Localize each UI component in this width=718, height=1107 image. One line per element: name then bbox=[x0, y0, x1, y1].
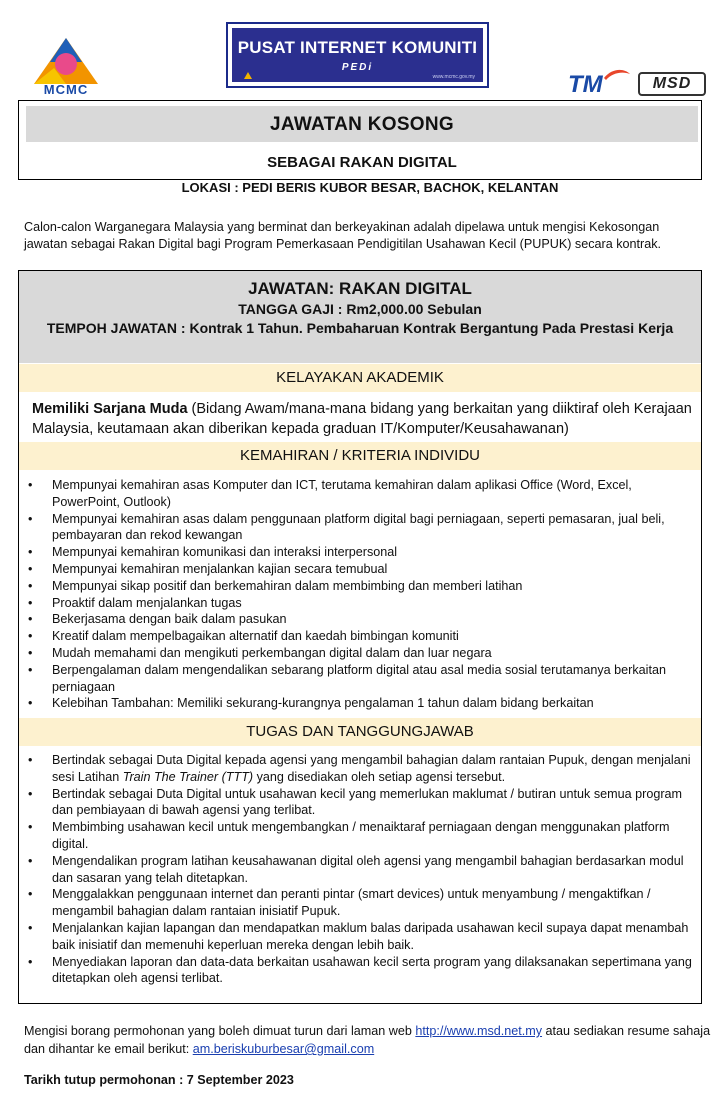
section-heading-tugas: TUGAS DAN TANGGUNGJAWAB bbox=[246, 723, 474, 740]
tm-logo bbox=[566, 66, 632, 96]
page-title: JAWATAN KOSONG bbox=[269, 114, 454, 135]
pedi-subtitle: PEDi bbox=[341, 62, 374, 73]
footer-text-b: atau sediakan resume sahaja dan dihantar ke email berikut: bbox=[24, 1024, 711, 1056]
mcmc-logo-text: MCMC bbox=[43, 82, 89, 97]
tugas-item1-b: yang disediakan oleh setiap agensi tersebut. bbox=[253, 769, 506, 784]
intro-paragraph: Calon-calon Warganegara Malaysia yang berminat dan berkeyakinan adalah dipelawa untuk mengisi Kekosongan jawatan sebagai Rakan Digital bagi Program Pemerkasaan Pendigitilan Usahawan Kecil (PUPUK) secara kontrak. bbox=[24, 220, 662, 251]
pedi-url: www.mcmc.gov.my bbox=[432, 74, 475, 80]
tangga-gaji: TANGGA GAJI : Rm2,000.00 Sebulan bbox=[238, 301, 482, 317]
list-item: • Kreatif dalam mempelbagaikan alternatif dan kaedah bimbingan komuniti bbox=[24, 628, 700, 645]
list-item: • Mudah memahami dan mengikuti perkembangan digital dalam dan luar negara bbox=[24, 645, 700, 662]
tempoh-jawatan: TEMPOH JAWATAN : Kontrak 1 Tahun. Pembaharuan Kontrak Bergantung Pada Prestasi Kerja bbox=[46, 320, 674, 336]
pedi-logo bbox=[226, 22, 489, 88]
akademik-bold: Memiliki Sarjana Muda bbox=[32, 401, 188, 417]
pedi-title: PUSAT INTERNET KOMUNITI bbox=[237, 38, 478, 57]
list-item: • Mengendalikan program latihan keusahawanan digital oleh agensi yang mengambil bahagian berdasarkan modul dan sasaran yang telah ditetapkan. bbox=[24, 853, 700, 887]
email-link[interactable]: am.beriskuburbesar@gmail.com bbox=[192, 1042, 375, 1056]
list-item: • Mempunyai sikap positif dan berkemahiran dalam membimbing dan memberi latihan bbox=[24, 578, 700, 595]
akademik-text bbox=[32, 399, 694, 439]
list-item: • Mempunyai kemahiran menjalankan kajian secara temubual bbox=[24, 561, 700, 578]
list-item: • Bertindak sebagai Duta Digital untuk usahawan kecil yang memerlukan maklumat / butiran untuk semua program dan pembiayaan di bawah agensi yang terlibat. bbox=[24, 786, 700, 820]
list-item: • Bekerjasama dengan baik dalam pasukan bbox=[24, 611, 700, 628]
tugas-item1-em: Train The Trainer (TTT) bbox=[122, 769, 254, 784]
list-item: • Berpengalaman dalam mengendalikan sebarang platform digital atau asal media sosial terutamanya berkaitan perniagaan bbox=[24, 662, 700, 696]
location-line: LOKASI : PEDI BERIS KUBOR BESAR, BACHOK, KELANTAN bbox=[181, 180, 559, 195]
list-item: • Mempunyai kemahiran komunikasi dan interaksi interpersonal bbox=[24, 544, 700, 561]
list-item: • Membimbing usahawan kecil untuk mengembangkan / menaiktaraf perniagaan dengan menggunakan platform digital. bbox=[24, 819, 700, 853]
msd-website-link[interactable]: http://www.msd.net.my bbox=[415, 1024, 543, 1038]
tugas-list bbox=[24, 752, 700, 987]
pedi-mark-icon bbox=[244, 72, 252, 79]
list-item bbox=[24, 752, 700, 786]
section-heading-kemahiran: KEMAHIRAN / KRITERIA INDIVIDU bbox=[239, 447, 481, 464]
jawatan-title: JAWATAN: RAKAN DIGITAL bbox=[248, 279, 472, 298]
list-item: • Proaktif dalam menjalankan tugas bbox=[24, 595, 700, 612]
list-item: • Mempunyai kemahiran asas Komputer dan ICT, terutama kemahiran dalam aplikasi Office (Word, Excel, PowerPoint, Outlook) bbox=[24, 477, 700, 511]
list-item: • Mempunyai kemahiran asas dalam penggunaan platform digital bagi perniagaan, seperti pemasaran, jual beli, pembayaran dan rekod kewangan bbox=[24, 511, 700, 545]
msd-logo: MSD bbox=[638, 72, 706, 96]
page-subtitle: SEBAGAI RAKAN DIGITAL bbox=[267, 154, 457, 171]
closing-date: Tarikh tutup permohonan : 7 September 2023 bbox=[24, 1073, 294, 1087]
list-item: • Menyediakan laporan dan data-data berkaitan usahawan kecil serta program yang dilaksanakan sepertimana yang ditetapkan oleh agensi terlibat. bbox=[24, 954, 700, 988]
footer-text-a: Mengisi borang permohonan yang boleh dimuat turun dari laman web bbox=[24, 1024, 416, 1038]
tm-logo-text: TM bbox=[568, 71, 603, 96]
section-heading-akademik: KELAYAKAN AKADEMIK bbox=[276, 369, 444, 386]
list-item: • Menjalankan kajian lapangan dan mendapatkan maklum balas daripada usahawan kecil supaya dapat menambah baik inisiatif dan memenuhi keperluan mereka dengan lebih baik. bbox=[24, 920, 700, 954]
akademik-detail: (Bidang Awam/mana-mana bidang yang berkaitan yang diiktiraf oleh Kerajaan Malaysia, keutamaan akan diberikan kepada graduan IT/Komputer/Keusahawanan) bbox=[32, 401, 692, 437]
kemahiran-list bbox=[24, 477, 700, 712]
list-item: • Kelebihan Tambahan: Memiliki sekurang-kurangnya pengalaman 1 tahun dalam bidang berkaitan bbox=[24, 695, 700, 712]
tugas-item1-a: Bertindak sebagai Duta Digital kepada agensi yang mengambil bahagian dalam rantaian Pupuk, dengan menjalani sesi Latihan bbox=[52, 753, 691, 784]
pedi-logo-background bbox=[232, 28, 483, 82]
list-item: • Menggalakkan penggunaan internet dan peranti pintar (smart devices) untuk menyambung / mengaktifkan / mengambil bahagian dalam rantaian inisiatif Pupuk. bbox=[24, 886, 700, 920]
footer-paragraph bbox=[24, 1022, 714, 1058]
